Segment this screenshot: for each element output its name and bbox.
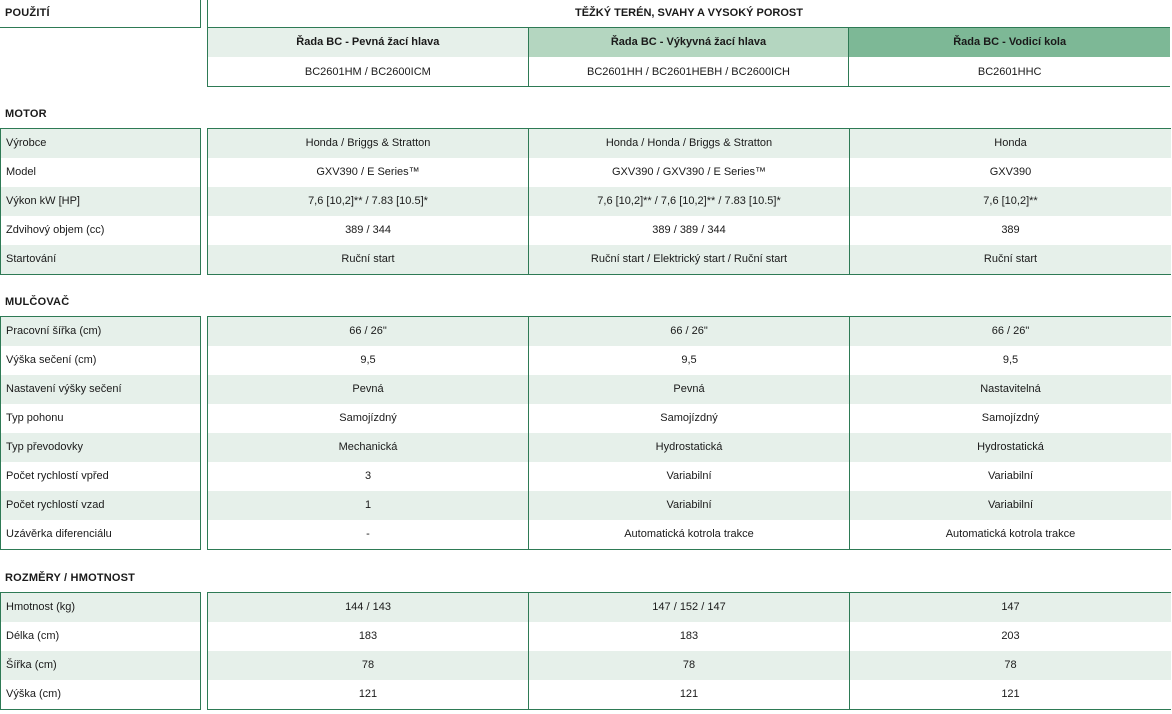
spec-value: Variabilní (528, 462, 849, 491)
spec-label: Hmotnost (kg) (6, 601, 76, 613)
spec-value: 78 (849, 651, 1171, 680)
spec-value-row (208, 462, 1171, 491)
spec-value: 389 / 344 (345, 224, 391, 236)
series-models-1: BC2601HM / BC2600ICM (304, 66, 431, 78)
spec-label-row (1, 317, 200, 346)
spec-label: Výška sečení (cm) (6, 354, 97, 366)
spec-label: Nastavení výšky sečení (6, 383, 122, 395)
spec-value: Samojízdný (849, 404, 1171, 433)
section-label-column (0, 128, 201, 275)
spec-value: Pevná (352, 383, 384, 395)
spec-value: 7,6 [10,2]** / 7.83 [10.5]* (308, 195, 428, 207)
series-name-1: Řada BC - Pevná žací hlava (208, 28, 528, 57)
spec-value: Variabilní (849, 491, 1171, 520)
spec-value: 147 / 152 / 147 (528, 593, 849, 622)
spec-label-row (1, 462, 200, 491)
spec-label: Počet rychlostí vpřed (6, 470, 109, 482)
spec-label-row (1, 404, 200, 433)
spec-value-row (208, 346, 1171, 375)
section-value-table (207, 128, 1171, 275)
spec-label: Výkon kW [HP] (6, 195, 80, 207)
section-title: MULČOVAČ (5, 296, 70, 308)
section-title: MOTOR (5, 108, 47, 120)
spec-value: GXV390 (849, 158, 1171, 187)
spec-label-row (1, 187, 200, 216)
spec-label: Výška (cm) (6, 688, 61, 700)
spec-value-row (208, 158, 1171, 187)
spec-value: Variabilní (528, 491, 849, 520)
series-models-3: BC2601HHC (848, 57, 1170, 86)
spec-value-row (208, 245, 1171, 274)
spec-value: - (366, 528, 370, 540)
spec-value-row (208, 622, 1171, 651)
spec-value-row (208, 651, 1171, 680)
spec-value: 78 (361, 659, 375, 671)
spec-value-row (208, 317, 1171, 346)
spec-label-row (1, 622, 200, 651)
spec-label-row (1, 680, 200, 709)
spec-value: 66 / 26" (528, 317, 849, 346)
spec-label-row (1, 651, 200, 680)
spec-value: GXV390 / GXV390 / E Series™ (528, 158, 849, 187)
spec-value: 66 / 26" (849, 317, 1171, 346)
spec-value: 3 (364, 470, 372, 482)
spec-value: 7,6 [10,2]** / 7,6 [10,2]** / 7.83 [10.5]* (528, 187, 849, 216)
spec-value: Automatická kotrola trakce (849, 520, 1171, 549)
spec-label-row (1, 491, 200, 520)
spec-value-row (208, 375, 1171, 404)
spec-value: 183 (528, 622, 849, 651)
spec-value: Nastavitelná (849, 375, 1171, 404)
section-value-table (207, 316, 1171, 550)
spec-label: Uzávěrka diferenciálu (6, 528, 112, 540)
spec-value: Automatická kotrola trakce (528, 520, 849, 549)
spec-value: Hydrostatická (528, 433, 849, 462)
spec-value: 121 (849, 680, 1171, 709)
spec-value-row (208, 593, 1171, 622)
spec-value: Mechanická (338, 441, 398, 453)
spec-value: 147 (849, 593, 1171, 622)
spec-value: Samojízdný (339, 412, 397, 424)
spec-label: Pracovní šířka (cm) (6, 325, 102, 337)
spec-value: 7,6 [10,2]** (849, 187, 1171, 216)
spec-value-row (208, 680, 1171, 709)
spec-value: 9,5 (849, 346, 1171, 375)
spec-label-row (1, 158, 200, 187)
spec-label: Startování (6, 253, 57, 265)
spec-value: 9,5 (360, 354, 376, 366)
spec-value: Ruční start (341, 253, 395, 265)
spec-label-row (1, 433, 200, 462)
spec-value-row (208, 216, 1171, 245)
spec-value: Honda / Honda / Briggs & Stratton (528, 129, 849, 158)
spec-label: Délka (cm) (6, 630, 60, 642)
spec-label-row (1, 216, 200, 245)
usage-value: TĚŽKÝ TERÉN, SVAHY A VYSOKÝ POROST (208, 0, 1170, 28)
spec-label-row (1, 346, 200, 375)
spec-value: 1 (364, 499, 372, 511)
spec-label: Typ převodovky (6, 441, 84, 453)
spec-value-row (208, 520, 1171, 549)
spec-label-row (1, 375, 200, 404)
spec-label: Model (6, 166, 36, 178)
spec-label-row (1, 129, 200, 158)
spec-value: 144 / 143 (345, 601, 391, 613)
spec-value: 121 (528, 680, 849, 709)
spec-value: 9,5 (528, 346, 849, 375)
spec-value: 389 / 389 / 344 (528, 216, 849, 245)
series-row (208, 28, 1170, 57)
spec-value-row (208, 433, 1171, 462)
spec-label: Typ pohonu (6, 412, 64, 424)
spec-value: Variabilní (849, 462, 1171, 491)
section-label-column (0, 592, 201, 710)
spec-value: 389 (849, 216, 1171, 245)
spec-label: Zdvihový objem (cc) (6, 224, 105, 236)
spec-value: Ruční start (849, 245, 1171, 274)
spec-value-row (208, 491, 1171, 520)
spec-label-row (1, 245, 200, 274)
section-value-table (207, 592, 1171, 710)
spec-label: Šířka (cm) (6, 659, 57, 671)
series-name-3: Řada BC - Vodicí kola (848, 28, 1170, 57)
spec-value: 183 (358, 630, 378, 642)
spec-value: 121 (358, 688, 378, 700)
spec-label: Výrobce (6, 137, 47, 149)
spec-value: Hydrostatická (849, 433, 1171, 462)
spec-value: 66 / 26" (349, 325, 387, 337)
spec-value: Honda / Briggs & Stratton (305, 137, 431, 149)
series-models-2: BC2601HH / BC2601HEBH / BC2600ICH (528, 57, 849, 86)
spec-label: Počet rychlostí vzad (6, 499, 105, 511)
spec-value: Honda (849, 129, 1171, 158)
spec-label-row (1, 520, 200, 549)
section-title: ROZMĚRY / HMOTNOST (5, 572, 136, 584)
spec-header (207, 0, 1170, 87)
model-row (208, 57, 1170, 86)
spec-value: GXV390 / E Series™ (316, 166, 420, 178)
spec-label-row (1, 593, 200, 622)
usage-label: POUŽITÍ (0, 0, 201, 28)
spec-value: Samojízdný (528, 404, 849, 433)
spec-value: 203 (849, 622, 1171, 651)
section-label-column (0, 316, 201, 550)
spec-value-row (208, 187, 1171, 216)
spec-value-row (208, 129, 1171, 158)
spec-value: Pevná (528, 375, 849, 404)
spec-value: 78 (528, 651, 849, 680)
series-name-2: Řada BC - Výkyvná žací hlava (528, 28, 849, 57)
spec-value: Ruční start / Elektrický start / Ruční start (528, 245, 849, 274)
spec-value-row (208, 404, 1171, 433)
